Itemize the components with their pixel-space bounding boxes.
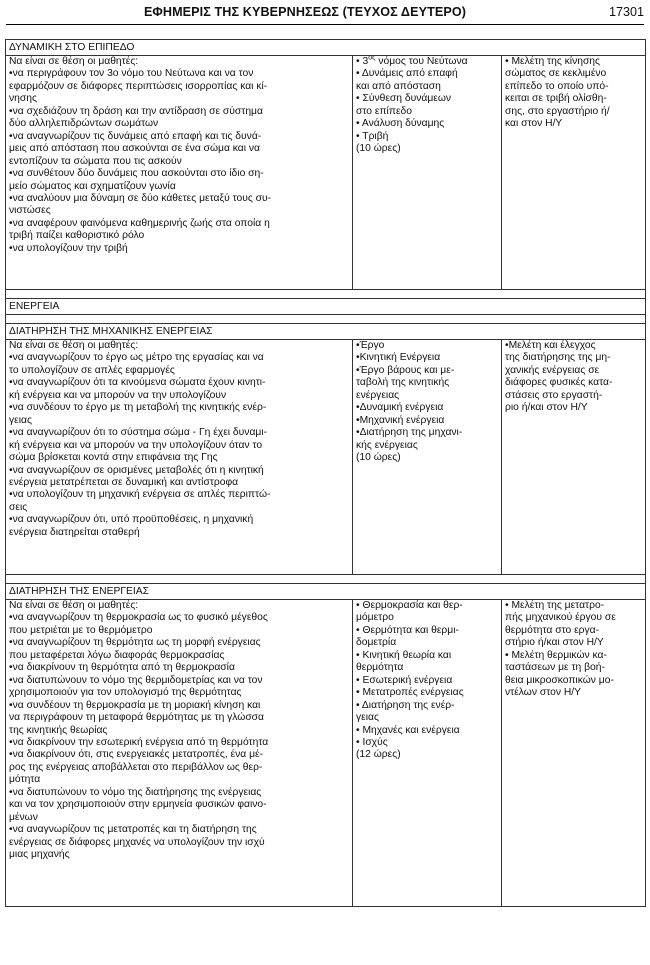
topics-cell — [353, 56, 502, 290]
activity-line: θερμότητα στο εργα- — [505, 624, 600, 636]
objective-line: σώμα βρίσκεται κοντά στην επιφάνεια της Γης — [9, 452, 218, 464]
activity-line: διάφορες φυσικές κατα- — [505, 377, 613, 389]
section-title-energy: ΕΝΕΡΓΕΙΑ — [6, 299, 646, 315]
topic-line: •Κινητική Ενέργεια — [356, 352, 441, 364]
objective-line: •να αναγνωρίζουν τη θερμοκρασία ως το φυσικό μέγεθος — [9, 612, 268, 624]
topic-line: • Ανάλυση δύναμης — [356, 118, 445, 130]
objective-line: •να υπολογίζουν την τριβή — [9, 242, 128, 254]
objective-line: νησης — [9, 93, 37, 105]
objective-line: •να αναγνωρίζουν ότι τα κινούμενα σώματα έχουν κινητι- — [9, 377, 266, 389]
topics-cell — [353, 340, 502, 575]
activities-cell — [502, 340, 646, 575]
objectives-cell — [6, 340, 353, 575]
topic-line: μόμετρο — [356, 612, 394, 624]
topic-line: (12 ώρες) — [356, 749, 401, 761]
activity-line: στάσεις στο εργαστή- — [505, 389, 603, 401]
objective-line: •να διατυπώνουν το νόμο της θερμιδομετρίας και να τον — [9, 674, 263, 686]
topic-line: • Ισχύς — [356, 736, 388, 748]
ordinal-suffix: ος — [368, 56, 376, 62]
objective-line: •να περιγράφουν τον 3ο νόμο του Νεύτωνα και να τον — [9, 68, 254, 80]
activity-line: και στον Η/Υ — [505, 118, 563, 130]
activities-cell — [502, 56, 646, 290]
activity-line: θεια μικροσκοπικών μο- — [505, 674, 614, 686]
topic-line: • Διατήρηση της ενέρ- — [356, 699, 455, 711]
objective-line: να περιγράφουν τη μεταφορά θερμότητας με τη γλώσσα — [9, 712, 264, 724]
activities-cell — [502, 600, 646, 907]
objective-line: δύο αλληλεπιδρώντων σωμάτων — [9, 118, 159, 130]
objective-line: ενέργεια διατηρείται σταθερή — [9, 526, 140, 538]
activity-line: • Μελέτη της κίνησης — [505, 56, 600, 67]
topic-line: •Μηχανική ενέργεια — [356, 414, 445, 426]
objective-line: κή ενέργεια και να μπορούν να την υπολογίζουν — [9, 389, 227, 401]
topic-line — [356, 56, 499, 68]
topic-line: • Μηχανές και ενέργεια — [356, 724, 460, 736]
objectives-cell — [6, 56, 353, 290]
topic-line: • Μετατροπές ενέργειας — [356, 687, 464, 699]
topic-line: ενέργειας — [356, 389, 400, 401]
topic-line: στο επίπεδο — [356, 105, 412, 117]
activity-line: κειται σε τριβή ολίσθη- — [505, 93, 607, 105]
topic-rest: νόμος του Νεύτωνα — [375, 56, 468, 67]
objective-line: μιας μηχανής — [9, 849, 70, 861]
objective-line: χρησιμοποιούν για τον υπολογισμό της θερμότητας — [9, 687, 242, 699]
objective-line: το υπολογίζουν σε απλές εφαρμογές — [9, 364, 175, 376]
activity-line: ταστάσεων με τη βοή- — [505, 662, 605, 674]
objective-line: μεις από απόσταση που ασκούνται σε ένα σώμα και να — [9, 143, 260, 155]
objective-line: εφαρμόζουν σε διάφορες περιπτώσεις ισορροπίας και κί- — [9, 80, 268, 92]
topic-line: (10 ώρες) — [356, 452, 401, 464]
topic-line: • Δυνάμεις από επαφή — [356, 68, 458, 80]
section-title-energy-conservation: ΔΙΑΤΗΡΗΣΗ ΤΗΣ ΕΝΕΡΓΕΙΑΣ — [6, 584, 646, 600]
topic-line: •Δυναμική ενέργεια — [356, 402, 444, 414]
activity-line: σης, στο εργαστήριο ή/ — [505, 105, 610, 117]
objective-line: •να αναγνωρίζουν τη θερμότητα ως τη μορφή ενέργειας — [9, 637, 261, 649]
objective-line: •να αναφέρουν φαινόμενα καθημερινής ζωής στα οποία η — [9, 217, 270, 229]
objectives-list — [9, 56, 350, 255]
objective-line: μότητα — [9, 774, 41, 786]
objective-line: μένων — [9, 811, 38, 823]
page-number: 17301 — [608, 5, 644, 19]
topic-line: •Διατήρηση της μηχανι- — [356, 427, 463, 439]
spacer-row — [6, 315, 646, 324]
activities-list — [505, 600, 643, 700]
objectives-cell — [6, 600, 353, 907]
activity-line: • Μελέτη θερμικών κα- — [505, 649, 607, 661]
objective-line: Να είναι σε θέση οι μαθητές: — [9, 600, 139, 611]
objective-line: ρος της ενέργειας αποβάλλεται στο περιβάλλον ως θερ- — [9, 761, 263, 773]
activity-line: της διατήρησης της μη- — [505, 352, 611, 364]
objective-line: •να αναγνωρίζουν το έργο ως μέτρο της εργασίας και να — [9, 352, 264, 364]
topic-line: κής ενέργειας — [356, 439, 418, 451]
objective-line: γειας — [9, 414, 32, 426]
topic-line: (10 ώρες) — [356, 143, 401, 155]
objective-line: •να αναγνωρίζουν τις δυνάμεις από επαφή και τις δυνά- — [9, 130, 262, 142]
activity-line: ριο ή/και στον Η/Υ — [505, 402, 588, 414]
topic-line: θερμότητα — [356, 662, 404, 674]
objective-line: τριβή παίζει καθοριστικό ρόλο — [9, 230, 145, 242]
topic-line: και από απόσταση — [356, 80, 441, 92]
activity-line: στήριο ή/και στον Η/Υ — [505, 637, 604, 649]
objective-line: της κινητικής θεωρίας — [9, 724, 108, 736]
table-row — [6, 56, 646, 290]
activity-line: χανικής ενέργειας σε — [505, 364, 600, 376]
objective-line: •να αναλύουν μια δύναμη σε δύο κάθετες μεταξύ τους συ- — [9, 192, 272, 204]
objective-line: •να διακρίνουν την εσωτερική ενέργεια από τη θερμότητα — [9, 736, 269, 748]
topics-list — [356, 340, 499, 465]
spacer-row — [6, 290, 646, 299]
objective-line: νιστώσες — [9, 205, 51, 217]
objective-line: ενέργειας σε διάφορες μηχανές να υπολογίζουν την ισχύ — [9, 836, 265, 848]
section-title-dynamics: ΔΥΝΑΜΙΚΗ ΣΤΟ ΕΠΙΠΕΔΟ — [6, 40, 646, 56]
topic-prefix: • 3 — [356, 56, 369, 67]
objective-line: •να συνδέουν το έργο με τη μεταβολή της κινητικής ενέρ- — [9, 402, 267, 414]
section-title-mechanical-energy: ΔΙΑΤΗΡΗΣΗ ΤΗΣ ΜΗΧΑΝΙΚΗΣ ΕΝΕΡΓΕΙΑΣ — [6, 324, 646, 340]
objective-line: κή ενέργεια και να μπορούν να την υπολογίζουν όταν το — [9, 439, 263, 451]
objective-line: εντοπίζουν τα σώματα που τις ασκούν — [9, 155, 182, 167]
objective-line: •να υπολογίζουν τη μηχανική ενέργεια σε απλές περιπτώ- — [9, 489, 271, 501]
activity-line: • Μελέτη της μετατρο- — [505, 600, 605, 611]
topics-list — [356, 68, 499, 155]
objective-line: Να είναι σε θέση οι μαθητές: — [9, 340, 139, 351]
activities-list — [505, 340, 643, 415]
topic-line: • Εσωτερική ενέργεια — [356, 674, 453, 686]
objective-line: •να συνθέτουν δύο δυνάμεις που ασκούνται στο ίδιο ση- — [9, 168, 264, 180]
activity-line: πής μηχανικού έργου σε — [505, 612, 616, 624]
topic-line: • Τριβή — [356, 130, 389, 142]
activity-line: επίπεδο το οποίο υπό- — [505, 80, 609, 92]
activities-list — [505, 56, 643, 131]
activity-line: •Μελέτη και έλεγχος — [505, 340, 596, 351]
table-row — [6, 600, 646, 907]
activity-line: σώματος σε κεκλιμένο — [505, 68, 607, 80]
table-row — [6, 340, 646, 575]
topic-line: • Κινητική θεωρία και — [356, 649, 452, 661]
objective-line: που μεταφέρεται λόγω διαφοράς θερμοκρασίας — [9, 649, 225, 661]
page-header — [6, 4, 644, 25]
objective-line: ενέργεια μετατρέπεται σε δυναμική και αντίστροφα — [9, 476, 239, 488]
objective-line: •να αναγνωρίζουν τις μετατροπές και τη διατήρηση της — [9, 824, 257, 836]
gazette-title: ΕΦΗΜΕΡΙΣ ΤΗΣ ΚΥΒΕΡΝΗΣΕΩΣ (ΤΕΥΧΟΣ ΔΕΥΤΕΡΟ) — [143, 5, 467, 19]
topics-list — [356, 600, 499, 762]
spacer-row — [6, 575, 646, 584]
objectives-list — [9, 600, 350, 862]
topic-line: • Σύνθεση δυνάμεων — [356, 93, 452, 105]
objective-line: •να διακρίνουν ότι, στις ενεργειακές μετατροπές, ένα μέ- — [9, 749, 264, 761]
objective-line: και να τον χρησιμοποιούν στην ερμηνεία φυσικών φαινο- — [9, 799, 267, 811]
objective-line: •να αναγνωρίζουν ότι, υπό προϋποθέσεις, η μηχανική — [9, 514, 254, 526]
objective-line: •να αναγνωρίζουν σε ορισμένες μεταβολές ότι η κινητική — [9, 464, 264, 476]
objective-line: μείο σώματος και σχηματίζουν γωνία — [9, 180, 176, 192]
topic-line: γειας — [356, 712, 379, 724]
topics-cell — [353, 600, 502, 907]
objective-line: •να διατυπώνουν το νόμο της διατήρησης της ενέργειας — [9, 786, 262, 798]
objective-line: σεις — [9, 501, 28, 513]
topic-line: δομετρία — [356, 637, 397, 649]
topic-line: ταβολή της κινητικής — [356, 377, 450, 389]
topic-line: •Έργο — [356, 340, 385, 351]
objectives-list — [9, 340, 350, 539]
objective-line: •να διακρίνουν τη θερμότητα από τη θερμοκρασία — [9, 662, 235, 674]
curriculum-table — [5, 39, 645, 907]
objective-line: που μετριέται με το θερμόμετρο — [9, 624, 153, 636]
topic-line: • Θερμότητα και θερμι- — [356, 624, 459, 636]
objective-line: •να συνδέουν τη θερμοκρασία με τη μοριακή κίνηση και — [9, 699, 261, 711]
topic-line: •Έργο βάρους και με- — [356, 364, 455, 376]
objective-line: Να είναι σε θέση οι μαθητές: — [9, 56, 139, 67]
objective-line: •να αναγνωρίζουν ότι το σύστημα σώμα - Γη έχει δυναμι- — [9, 427, 268, 439]
topic-line: • Θερμοκρασία και θερ- — [356, 600, 463, 611]
activity-line: ντέλων στον Η/Υ — [505, 687, 582, 699]
objective-line: •να σχεδιάζουν τη δράση και την αντίδραση σε σύστημα — [9, 105, 263, 117]
